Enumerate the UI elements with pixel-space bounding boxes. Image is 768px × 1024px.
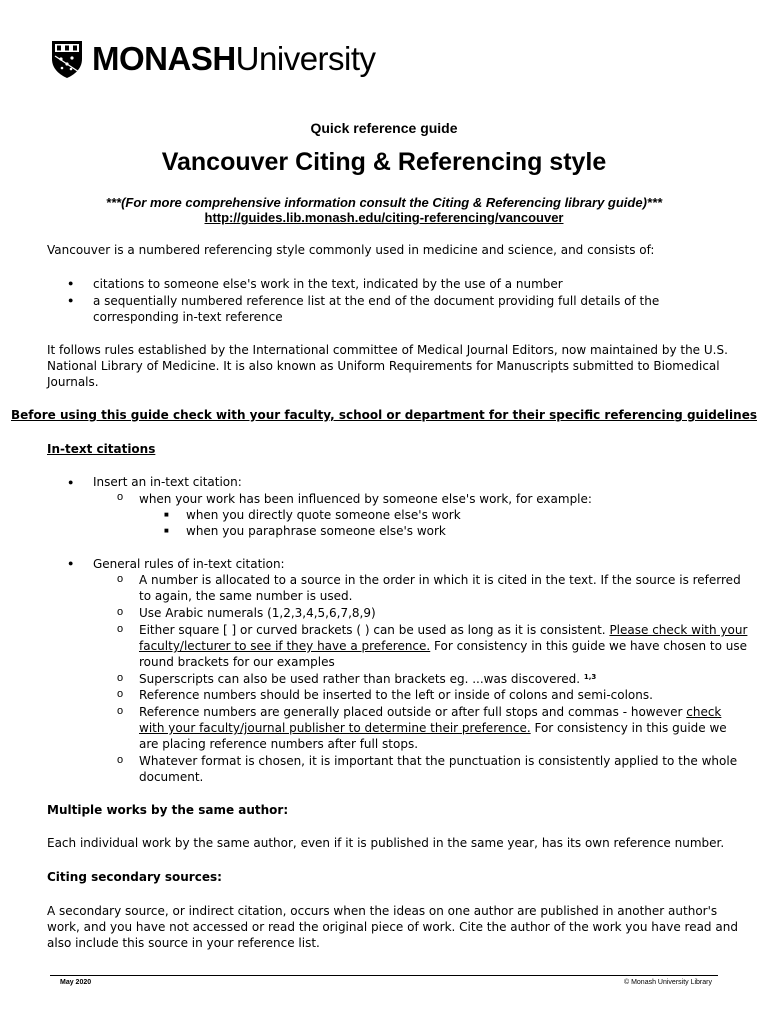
rule-underlined-text: Please check with your	[609, 623, 748, 637]
logo-wordmark	[92, 39, 376, 79]
paragraph-line: work, and you have not accessed or read the original piece of work. Cite the author of the work you have read and	[47, 920, 738, 934]
bullet-circle-icon: o	[117, 688, 124, 700]
rule-line	[139, 720, 727, 736]
paragraph-line: A secondary source, or indirect citation, occurs when the ideas on one author are published in another author's	[47, 904, 718, 918]
list-item-continued: corresponding in-text reference	[93, 310, 283, 324]
footer-date: May 2020	[60, 979, 92, 986]
rule-text: For consistency in this guide we have chosen to use	[430, 639, 748, 653]
footer-copyright: © Monash University Library	[623, 979, 712, 986]
sub-sub-list-item: when you paraphrase someone else's work	[186, 524, 446, 538]
logo-light-text: University	[235, 40, 376, 77]
rule-line: to again, the same number is used.	[139, 589, 353, 603]
bullet-circle-icon: o	[117, 705, 124, 717]
rule-text: For consistency in this guide we	[530, 721, 727, 735]
bullet-icon: ●	[68, 477, 74, 487]
bullet-circle-icon: o	[117, 623, 124, 635]
page-title: Vancouver Citing & Referencing style	[161, 148, 607, 176]
guide-note: ***(For more comprehensive information consult the Citing & Referencing library guide)***	[105, 195, 663, 210]
rule-underlined-text: faculty/lecturer to see if they have a preference.	[139, 639, 431, 653]
intro-paragraph: Vancouver is a numbered referencing style commonly used in medicine and science, and consists of:	[47, 243, 655, 257]
paragraph-line: also include this source in your reference list.	[47, 936, 320, 950]
rule-line	[139, 622, 747, 638]
guide-link[interactable]: http://guides.lib.monash.edu/citing-referencing/vancouver	[204, 210, 564, 225]
rule-underlined-text: with your faculty/journal publisher to determine their preference.	[139, 721, 531, 735]
superscript-example: 1,3	[583, 673, 597, 681]
rule-line: Reference numbers should be inserted to the left or inside of colons and semi-colons.	[139, 688, 653, 702]
bullet-square-icon: ■	[164, 526, 169, 535]
monash-logo	[50, 38, 376, 80]
bullet-icon: ●	[68, 558, 74, 568]
rule-line: A number is allocated to a source in the order in which it is cited in the text. If the source is referred	[139, 573, 741, 587]
paragraph-line: It follows rules established by the International committee of Medical Journal Editors, now maintained by the U.S.	[47, 343, 728, 357]
rule-underlined-text: check	[686, 705, 722, 719]
monash-crest-icon	[50, 39, 84, 79]
bullet-circle-icon: o	[117, 491, 124, 503]
rule-line: round brackets for our examples	[139, 655, 335, 669]
list-item: a sequentially numbered reference list at the end of the document providing full details of the	[93, 294, 660, 308]
bullet-circle-icon: o	[117, 606, 124, 618]
secondary-sources-heading: Citing secondary sources:	[47, 870, 222, 884]
sub-list-item: when your work has been influenced by someone else's work, for example:	[139, 492, 592, 506]
rule-line: are placing reference numbers after full stops.	[139, 737, 419, 751]
rule-line: document.	[139, 770, 204, 784]
sub-sub-list-item: when you directly quote someone else's work	[186, 508, 461, 522]
footer-divider	[50, 975, 718, 976]
bullet-circle-icon: o	[117, 754, 124, 766]
rule-text: Either square [ ] or curved brackets ( ) can be used as long as it is consistent.	[139, 623, 610, 637]
bullet-circle-icon: o	[117, 573, 124, 585]
bullet-icon: ●	[68, 278, 74, 288]
list-item: Insert an in-text citation:	[93, 475, 242, 489]
rule-line: Use Arabic numerals (1,2,3,4,5,6,7,8,9)	[139, 606, 376, 620]
intext-heading: In-text citations	[47, 442, 156, 456]
rule-line: Whatever format is chosen, it is important that the punctuation is consistently applied to the whole	[139, 754, 738, 768]
bullet-circle-icon: o	[117, 672, 124, 684]
list-item: citations to someone else's work in the text, indicated by the use of a number	[93, 277, 563, 291]
rule-line	[139, 638, 747, 654]
rule-text: Superscripts can also be used rather than brackets eg. ...was discovered.	[139, 672, 584, 686]
bullet-square-icon: ■	[164, 510, 169, 519]
rule-line	[139, 704, 721, 720]
paragraph-line: National Library of Medicine. It is also known as Uniform Requirements for Manuscripts submitted to Biomedical	[47, 359, 720, 373]
multiple-works-text: Each individual work by the same author, even if it is published in the same year, has its own reference number.	[47, 836, 725, 850]
multiple-works-heading: Multiple works by the same author:	[47, 803, 289, 817]
rule-text: Reference numbers are generally placed outside or after full stops and commas - however	[139, 705, 687, 719]
faculty-check-note: Before using this guide check with your faculty, school or department for their specific referencing guidelines	[11, 408, 757, 422]
logo-bold-text: MONASH	[92, 40, 236, 77]
bullet-icon: ●	[68, 295, 74, 305]
rule-line	[139, 671, 596, 687]
list-item: General rules of in-text citation:	[93, 557, 285, 571]
paragraph-line: Journals.	[47, 375, 99, 389]
kicker: Quick reference guide	[310, 120, 458, 136]
